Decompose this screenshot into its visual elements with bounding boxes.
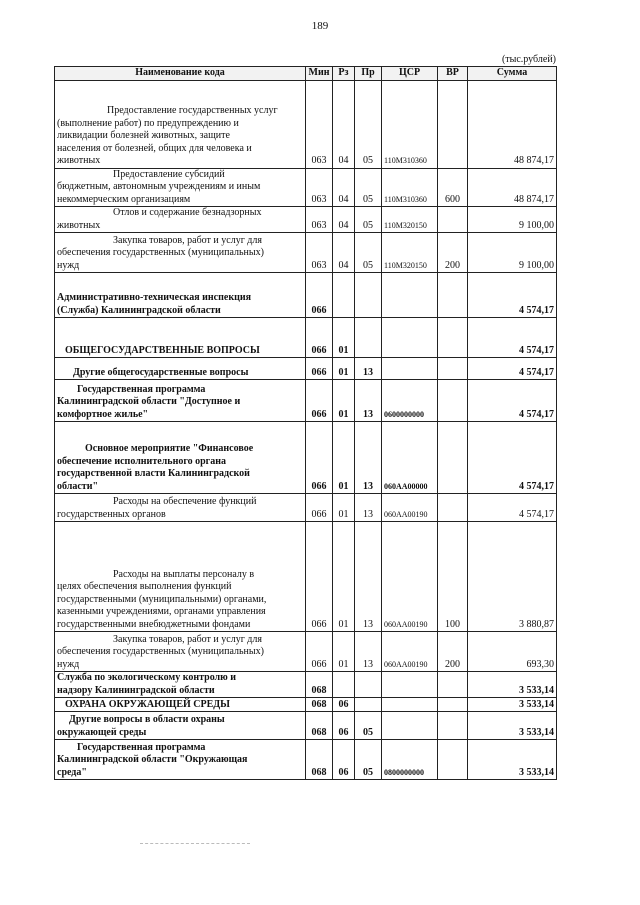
- cell-pr: 13: [355, 358, 382, 380]
- table-row: [55, 632, 557, 672]
- cell-min: 063: [306, 207, 333, 233]
- cell-csr: 060АА00000: [382, 422, 438, 494]
- cell-pr: 05: [355, 740, 382, 780]
- header-vr: ВР: [438, 67, 468, 81]
- cell-min: 066: [306, 273, 333, 318]
- table-row: [55, 494, 557, 522]
- cell-rz: 01: [333, 318, 355, 358]
- cell-pr: [355, 672, 382, 698]
- cell-min: 066: [306, 358, 333, 380]
- cell-pr: 13: [355, 522, 382, 632]
- cell-min: 066: [306, 632, 333, 672]
- units-label: (тыс.рублей): [501, 54, 556, 65]
- table-body: [55, 80, 557, 780]
- cell-pr: 05: [355, 168, 382, 207]
- cell-rz: 01: [333, 494, 355, 522]
- header-pr: Пр: [355, 67, 382, 81]
- cell-name: Другие вопросы в области охраны окружающей среды: [55, 712, 306, 740]
- cell-csr: 0600000000: [382, 380, 438, 422]
- header-name: Наименование кода: [55, 67, 306, 81]
- cell-rz: 01: [333, 422, 355, 494]
- table-row: [55, 712, 557, 740]
- cell-pr: 13: [355, 494, 382, 522]
- header-rz: Рз: [333, 67, 355, 81]
- cell-name: Административно-техническая инспекция (Служба) Калининградской области: [55, 273, 306, 318]
- table-header-row: [55, 67, 557, 81]
- cell-sum: 4 574,17: [468, 358, 557, 380]
- cell-csr: 060АА00190: [382, 522, 438, 632]
- cell-csr: [382, 358, 438, 380]
- cell-pr: 05: [355, 233, 382, 273]
- table-row: [55, 273, 557, 318]
- footer-divider: [140, 843, 250, 844]
- cell-csr: 110М310360: [382, 80, 438, 168]
- cell-rz: 01: [333, 380, 355, 422]
- table-row: [55, 380, 557, 422]
- cell-csr: 110М320150: [382, 233, 438, 273]
- cell-sum: 4 574,17: [468, 273, 557, 318]
- table-row: [55, 358, 557, 380]
- budget-table: [54, 66, 557, 780]
- cell-min: 063: [306, 233, 333, 273]
- cell-pr: [355, 318, 382, 358]
- cell-csr: [382, 698, 438, 712]
- cell-name: Основное мероприятие "Финансовое обеспечение исполнительного органа государственной власти Калининградской области": [55, 422, 306, 494]
- cell-pr: 13: [355, 380, 382, 422]
- cell-vr: [438, 698, 468, 712]
- cell-vr: [438, 422, 468, 494]
- cell-vr: [438, 740, 468, 780]
- cell-name: Предоставление субсидий бюджетным, автономным учреждениям и иным некоммерческим организациям: [55, 168, 306, 207]
- table-row: [55, 168, 557, 207]
- cell-csr: 060АА00190: [382, 494, 438, 522]
- cell-name: Предоставление государственных услуг (выполнение работ) по предупреждению и ликвидации болезней животных, защите населения от болезней, общих для человека и животных: [55, 80, 306, 168]
- cell-min: 066: [306, 380, 333, 422]
- cell-sum: 4 574,17: [468, 494, 557, 522]
- table-row: [55, 698, 557, 712]
- cell-min: 068: [306, 698, 333, 712]
- table-row: [55, 422, 557, 494]
- cell-sum: 3 880,87: [468, 522, 557, 632]
- cell-name: Другие общегосударственные вопросы: [55, 358, 306, 380]
- page-number: 189: [311, 20, 329, 32]
- cell-csr: 110М320150: [382, 207, 438, 233]
- cell-name: ОБЩЕГОСУДАРСТВЕННЫЕ ВОПРОСЫ: [55, 318, 306, 358]
- cell-sum: 4 574,17: [468, 380, 557, 422]
- cell-pr: 05: [355, 712, 382, 740]
- cell-vr: 200: [438, 233, 468, 273]
- table-row: [55, 318, 557, 358]
- cell-name: ОХРАНА ОКРУЖАЮЩЕЙ СРЕДЫ: [55, 698, 306, 712]
- cell-rz: 01: [333, 632, 355, 672]
- cell-rz: 04: [333, 80, 355, 168]
- cell-rz: 06: [333, 712, 355, 740]
- table-row: [55, 233, 557, 273]
- cell-vr: [438, 80, 468, 168]
- cell-rz: 04: [333, 207, 355, 233]
- cell-sum: 3 533,14: [468, 740, 557, 780]
- cell-name: Закупка товаров, работ и услуг для обеспечения государственных (муниципальных) нужд: [55, 632, 306, 672]
- cell-rz: 01: [333, 522, 355, 632]
- cell-name: Закупка товаров, работ и услуг для обеспечения государственных (муниципальных) нужд: [55, 233, 306, 273]
- cell-pr: 13: [355, 632, 382, 672]
- cell-rz: 06: [333, 698, 355, 712]
- table-row: [55, 522, 557, 632]
- cell-sum: 9 100,00: [468, 233, 557, 273]
- cell-min: 066: [306, 522, 333, 632]
- cell-vr: [438, 207, 468, 233]
- cell-vr: [438, 672, 468, 698]
- cell-rz: 01: [333, 358, 355, 380]
- cell-vr: 100: [438, 522, 468, 632]
- table-row: [55, 80, 557, 168]
- cell-vr: [438, 494, 468, 522]
- cell-rz: [333, 273, 355, 318]
- cell-name: Служба по экологическому контролю и надзору Калининградской области: [55, 672, 306, 698]
- cell-sum: 48 874,17: [468, 168, 557, 207]
- cell-csr: 0800000000: [382, 740, 438, 780]
- cell-sum: 3 533,14: [468, 672, 557, 698]
- cell-pr: 05: [355, 80, 382, 168]
- table-row: [55, 672, 557, 698]
- cell-pr: [355, 273, 382, 318]
- cell-sum: 3 533,14: [468, 698, 557, 712]
- cell-min: 063: [306, 80, 333, 168]
- cell-vr: [438, 380, 468, 422]
- cell-min: 066: [306, 422, 333, 494]
- cell-sum: 4 574,17: [468, 422, 557, 494]
- header-min: Мин: [306, 67, 333, 81]
- table-row: [55, 740, 557, 780]
- cell-vr: [438, 273, 468, 318]
- cell-rz: [333, 672, 355, 698]
- cell-name: Государственная программа Калининградской области "Доступное и комфортное жилье": [55, 380, 306, 422]
- cell-vr: [438, 712, 468, 740]
- cell-sum: 4 574,17: [468, 318, 557, 358]
- cell-csr: [382, 273, 438, 318]
- cell-sum: 3 533,14: [468, 712, 557, 740]
- cell-name: Отлов и содержание безнадзорных животных: [55, 207, 306, 233]
- cell-name: Государственная программа Калининградской области "Окружающая среда": [55, 740, 306, 780]
- cell-csr: 060АА00190: [382, 632, 438, 672]
- table-row: [55, 207, 557, 233]
- cell-rz: 04: [333, 233, 355, 273]
- cell-csr: 110М310360: [382, 168, 438, 207]
- cell-min: 063: [306, 168, 333, 207]
- cell-sum: 693,30: [468, 632, 557, 672]
- cell-pr: 13: [355, 422, 382, 494]
- cell-min: 066: [306, 318, 333, 358]
- cell-csr: [382, 712, 438, 740]
- cell-sum: 48 874,17: [468, 80, 557, 168]
- cell-min: 068: [306, 740, 333, 780]
- cell-sum: 9 100,00: [468, 207, 557, 233]
- cell-vr: 200: [438, 632, 468, 672]
- cell-csr: [382, 318, 438, 358]
- cell-vr: [438, 358, 468, 380]
- cell-name: Расходы на выплаты персоналу в целях обеспечения выполнения функций государственными (муниципальными) органами, казенными учреждениями, органами управления государственными внебюджетными фондами: [55, 522, 306, 632]
- cell-min: 066: [306, 494, 333, 522]
- header-csr: ЦСР: [382, 67, 438, 81]
- cell-rz: 06: [333, 740, 355, 780]
- cell-vr: [438, 318, 468, 358]
- cell-vr: 600: [438, 168, 468, 207]
- cell-pr: 05: [355, 207, 382, 233]
- cell-name: Расходы на обеспечение функций государственных органов: [55, 494, 306, 522]
- cell-min: 068: [306, 672, 333, 698]
- cell-csr: [382, 672, 438, 698]
- cell-pr: [355, 698, 382, 712]
- header-sum: Сумма: [468, 67, 557, 81]
- cell-rz: 04: [333, 168, 355, 207]
- cell-min: 068: [306, 712, 333, 740]
